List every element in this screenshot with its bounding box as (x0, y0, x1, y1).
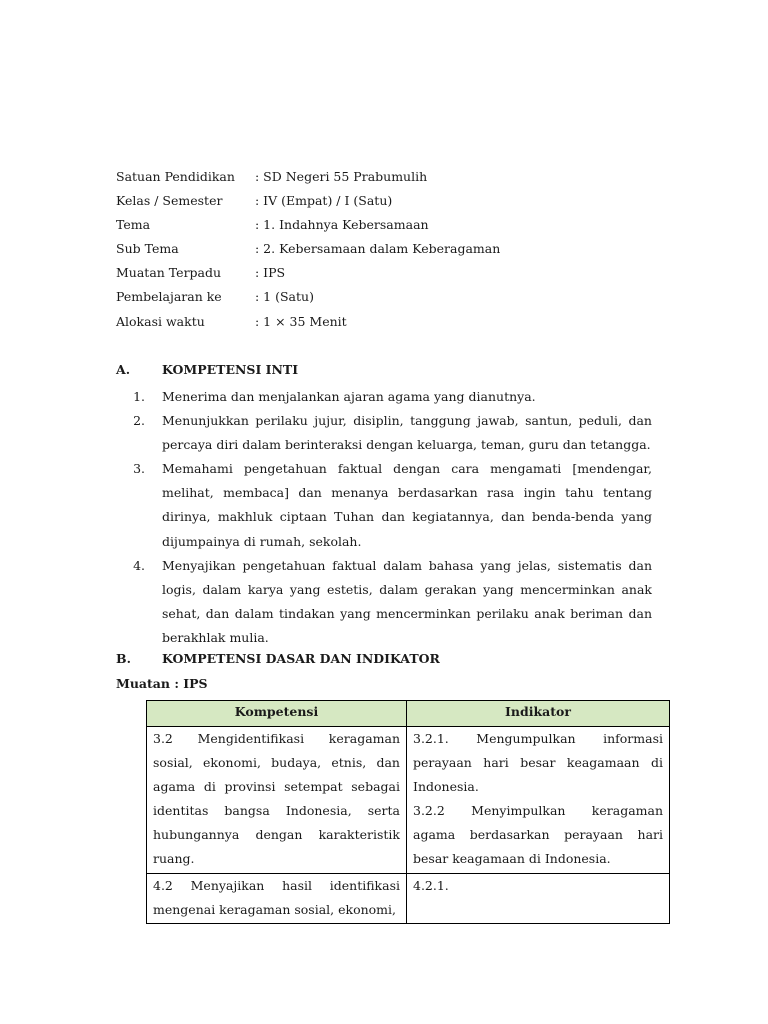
meta-value: : 1 × 35 Menit (255, 313, 347, 329)
meta-row-alokasi (116, 313, 676, 337)
indikator-cell: 4.2.1. (407, 874, 670, 924)
column-header-indikator: Indikator (407, 701, 670, 727)
meta-row-kelas (116, 192, 676, 216)
section-heading-a (116, 361, 298, 378)
section-title: KOMPETENSI DASAR DAN INDIKATOR (162, 651, 440, 666)
meta-value: : 1. Indahnya Kebersamaan (255, 217, 429, 233)
meta-row-muatan (116, 264, 676, 288)
list-text: Menerima dan menjalankan ajaran agama yang dianutnya. (162, 389, 536, 404)
list-text: Menyajikan pengetahuan faktual dalam bahasa yang jelas, sistematis dan logis, dalam karya yang estetis, dalam gerakan yang mencerminkan anak sehat, dan dalam tindakan yang mencerminkan perilaku anak beriman dan berakhlak mulia. (162, 557, 652, 645)
list-text: Memahami pengetahuan faktual dengan cara mengamati [mendengar, melihat, membaca] dan menanya berdasarkan rasa ingin tahu tentang dirinya, makhluk ciptaan Tuhan dan kegiatannya, dan benda-benda yang dijumpainya di rumah, sekolah. (162, 461, 652, 549)
meta-label: Kelas / Semester (116, 193, 223, 209)
list-number: 4. (133, 557, 145, 573)
meta-label: Satuan Pendidikan (116, 169, 235, 184)
column-header-kompetensi: Kompetensi (147, 701, 407, 727)
list-number: 2. (133, 413, 145, 429)
muatan-label: Muatan : IPS (116, 676, 208, 691)
section-title: KOMPETENSI INTI (162, 362, 299, 377)
list-number: 3. (133, 461, 145, 477)
list-item (116, 457, 652, 553)
section-letter: B. (116, 651, 131, 666)
list-text: Menunjukkan perilaku jujur, disiplin, tanggung jawab, santun, peduli, dan percaya diri dalam berinteraksi dengan keluarga, teman, guru dan tetangga. (162, 413, 652, 453)
kompetensi-cell: 4.2 Menyajikan hasil identifikasi mengenai keragaman sosial, ekonomi, (147, 874, 407, 924)
meta-value: : SD Negeri 55 Prabumulih (255, 169, 428, 184)
meta-value: : 2. Kebersamaan dalam Keberagaman (255, 241, 501, 257)
table-row (147, 874, 670, 924)
meta-row-subtema (116, 240, 676, 264)
indikator-item: 3.2.2 Menyimpulkan keragaman agama berdasarkan perayaan hari besar keagamaan di Indonesia. (413, 803, 663, 867)
list-item (116, 409, 652, 457)
meta-label: Sub Tema (116, 241, 179, 257)
meta-row-pembelajaran (116, 288, 676, 312)
section-letter: A. (116, 362, 131, 377)
meta-value: : IV (Empat) / I (Satu) (255, 193, 393, 209)
identity-block (116, 168, 676, 337)
meta-value: : IPS (255, 265, 286, 281)
meta-row-satuan (116, 168, 676, 192)
table-header-row (147, 701, 670, 727)
section-heading-b (116, 650, 440, 667)
list-item (116, 554, 652, 650)
kompetensi-inti-list (116, 385, 652, 650)
indikator-item: 3.2.1. Mengumpulkan informasi perayaan hari besar keagamaan di Indonesia. (413, 731, 663, 795)
meta-label: Tema (116, 217, 151, 233)
indikator-cell (407, 727, 670, 874)
kompetensi-cell: 3.2 Mengidentifikasi keragaman sosial, ekonomi, budaya, etnis, dan agama di provinsi setempat sebagai identitas bangsa Indonesia, serta hubungannya dengan karakteristik ruang. (147, 727, 407, 874)
list-number: 1. (133, 389, 145, 404)
meta-value: : 1 (Satu) (255, 289, 314, 305)
kompetensi-dasar-table (146, 700, 670, 924)
meta-label: Pembelajaran ke (116, 289, 222, 305)
meta-row-tema (116, 216, 676, 240)
list-item (116, 385, 652, 409)
table-row (147, 727, 670, 874)
meta-label: Alokasi waktu (116, 313, 205, 329)
meta-label: Muatan Terpadu (116, 265, 222, 281)
